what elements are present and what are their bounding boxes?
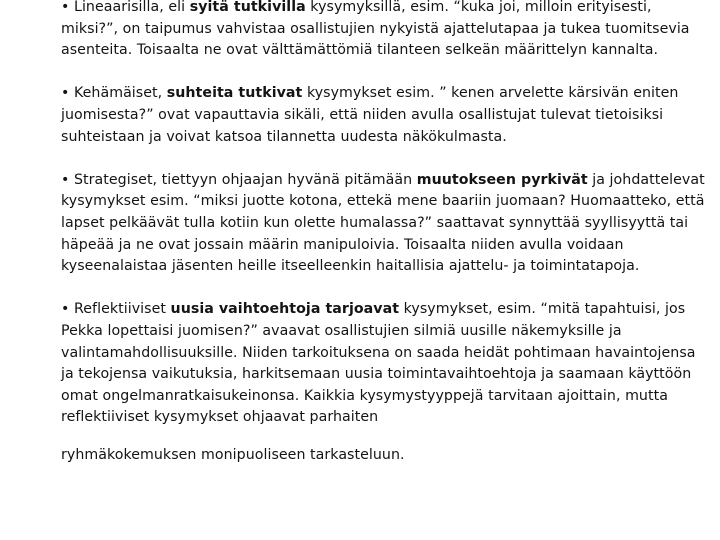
paragraph-strategic-questions [61, 170, 711, 278]
paragraph-reflexive-questions [61, 299, 711, 429]
bullet: • [61, 171, 70, 188]
emphasis-text: syitä tutkivilla [189, 0, 306, 15]
paragraph-linear-questions [61, 0, 711, 62]
paragraph-text: kysymykset, esim. “mitä tapahtuisi, jos Pekka lopettaisi juomisen?” avaavat osallistujien silmiä uusille näkemyksille ja valintamahdollisuuksille. Niiden tarkoituksena on saada heidät pohtimaan havaintojensa ja tekojensa vaikutuksia, harkitsemaan uusia toimintavaihtoehtoja ja saamaan käyttöön omat ongelmanratkaisukeinonsa. Kaikkia kysymystyyppejä tarvitaan ajoittain, mutta reflektiiviset kysymykset ohjaavat parhaiten [61, 301, 696, 426]
paragraph-text: Strategiset, tiettyyn ohjaajan hyvänä pitämään [73, 171, 417, 188]
emphasis-text: uusia vaihtoehtoja tarjoavat [170, 301, 400, 318]
paragraph-text: kysymykset esim. ” kenen arvelette kärsivän eniten juomisesta?” ovat vapauttavia sikäli, että niiden avulla osallistujat tulevat tietoisiksi suhteistaan ja voivat katsoa tilannetta uudesta näkökulmasta. [61, 85, 679, 145]
emphasis-text: suhteita tutkivat [166, 85, 303, 102]
paragraph-text: ja johdattelevat kysymykset esim. “miksi juotte kotona, ettekä mene baariin juomaan? Huomaatteko, että lapset pelkäävät tulla kotiin kun olette humalassa?” saattavat synnyttää syyllisyyttä tai häpeää ja ne ovat jossain määrin manipuloivia. Toisaalta niiden avulla voidaan kyseenalaistaa jäsenten heille itseelleenkin haitallisia ajattelu- ja toimintatapoja. [61, 171, 705, 275]
paragraph-text: Lineaarisilla, eli [73, 0, 190, 15]
document-text [61, 0, 711, 466]
closing-line: ryhmäkokemuksen monipuoliseen tarkasteluun. [61, 446, 405, 463]
bullet: • [61, 301, 70, 318]
paragraph-text: kysymyksillä, esim. “kuka joi, milloin erityisesti, miksi?”, on taipumus vahvistaa osallistujien nykyistä ajattelutapaa ja tukea tuomitsevia asenteita. Toisaalta ne ovat välttämättömiä tilanteen selkeän määrittelyn kannalta. [61, 0, 690, 59]
emphasis-text: muutokseen pyrkivät [416, 171, 588, 188]
bullet: • [61, 85, 70, 102]
bullet: • [61, 0, 70, 15]
paragraph-circular-questions [61, 83, 711, 148]
paragraph-text: Reflektiiviset [73, 301, 171, 318]
paragraph-text: Kehämäiset, [73, 85, 167, 102]
